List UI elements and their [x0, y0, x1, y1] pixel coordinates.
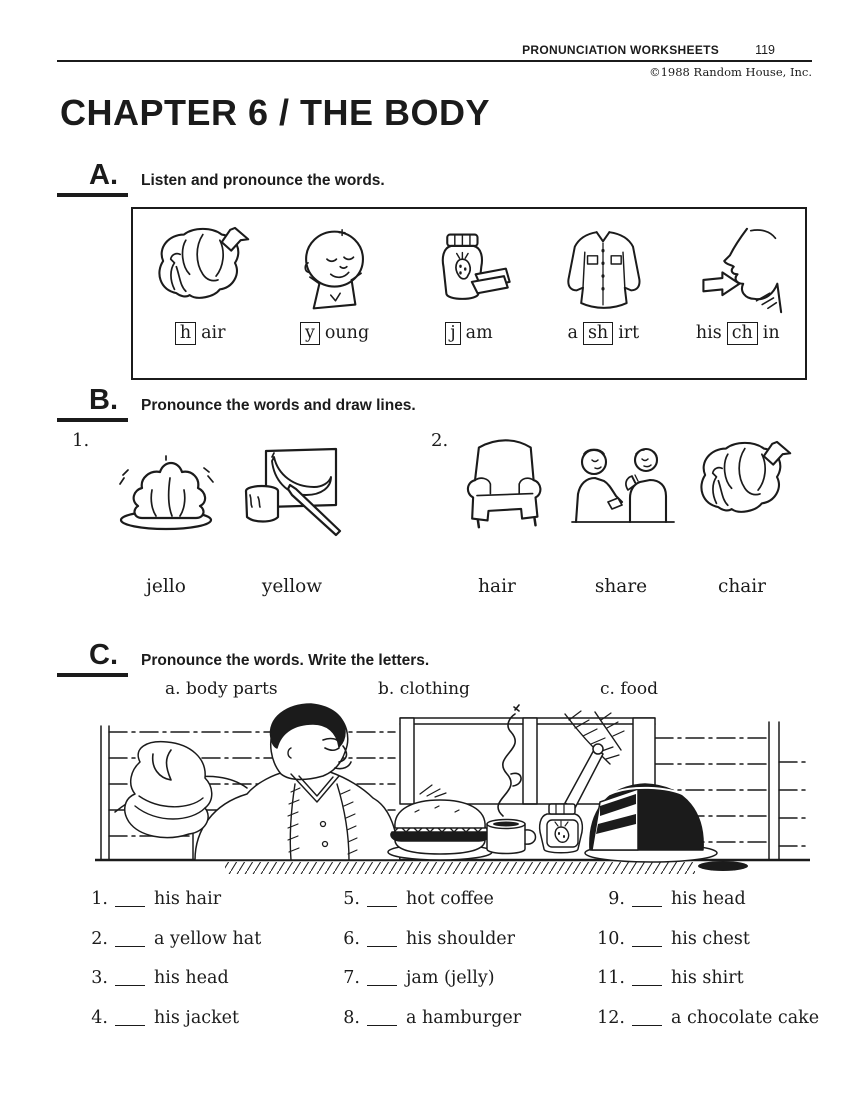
copyright-notice: ©1988 Random House, Inc. [649, 65, 812, 79]
answer-column-3 [583, 889, 819, 1028]
word-post: am [465, 323, 493, 343]
list-item [330, 1008, 521, 1028]
jello-icon[interactable] [108, 448, 224, 536]
item-text: a hamburger [406, 1007, 522, 1028]
jam-jar-icon [417, 221, 521, 315]
section-b-header [57, 386, 416, 422]
item-number: 10. [597, 928, 625, 949]
header-rule [57, 60, 812, 62]
group-1-number: 1. [72, 430, 90, 451]
word-card-shirt [539, 221, 667, 345]
word-post: oung [324, 323, 370, 343]
armchair-icon[interactable] [452, 436, 548, 532]
word-card-hair [136, 221, 264, 345]
list-item [330, 968, 521, 988]
answer-blank[interactable] [632, 969, 662, 986]
word-share[interactable]: share [594, 576, 648, 597]
section-c-letter: C. [57, 641, 128, 677]
list-item [583, 929, 819, 949]
answer-blank[interactable] [115, 890, 145, 907]
boxed-letter: ch [727, 322, 758, 345]
word-hair[interactable]: hair [478, 576, 516, 597]
word-post: irt [618, 323, 640, 343]
chapter-title: CHAPTER 6 / THE BODY [60, 92, 491, 133]
list-item [78, 889, 261, 909]
boxed-letter: y [300, 322, 320, 345]
item-text: his shirt [671, 968, 744, 988]
word-card-young [271, 221, 399, 345]
chin-icon [688, 221, 788, 315]
list-item [78, 1008, 261, 1028]
word-pre: a [567, 323, 578, 343]
answer-blank[interactable] [367, 969, 397, 986]
section-b-letter: B. [57, 386, 128, 422]
list-item [583, 889, 819, 909]
answer-blank[interactable] [367, 930, 397, 947]
category-food: c. food [600, 679, 658, 699]
word-card-jam [405, 221, 533, 345]
category-clothing: b. clothing [378, 679, 470, 699]
scene-illustration [95, 702, 810, 882]
word-post: in [762, 323, 780, 343]
answer-blank[interactable] [367, 890, 397, 907]
item-number: 5. [343, 889, 360, 909]
group-2-number: 2. [431, 430, 449, 451]
word-chair[interactable]: chair [717, 576, 767, 597]
section-a-header [57, 161, 385, 197]
list-item [78, 929, 261, 949]
category-body-parts: a. body parts [165, 679, 278, 699]
word-hair [175, 322, 226, 345]
item-number: 11. [597, 968, 625, 988]
answer-blank[interactable] [115, 1009, 145, 1026]
item-text: a chocolate cake [671, 1007, 820, 1028]
boxed-letter: j [445, 322, 460, 345]
running-head [57, 43, 775, 57]
answer-blank[interactable] [632, 930, 662, 947]
item-text: hot coffee [406, 889, 494, 909]
answer-blank[interactable] [367, 1009, 397, 1026]
section-a-letter: A. [57, 161, 128, 197]
answer-column-1 [78, 889, 261, 1028]
item-text: his head [154, 968, 229, 988]
hair-icon [148, 221, 252, 315]
item-number: 4. [91, 1007, 108, 1028]
word-young [300, 322, 369, 345]
item-number: 3. [91, 968, 108, 988]
word-card-chin [674, 221, 802, 345]
section-c-instruction: Pronounce the words. Write the letters. [141, 652, 430, 669]
word-jello[interactable]: jello [146, 576, 186, 597]
shirt-icon [553, 221, 653, 315]
item-number: 1. [91, 889, 108, 909]
word-pre: his [695, 323, 722, 343]
item-text: his jacket [154, 1007, 240, 1028]
answer-column-2 [330, 889, 521, 1028]
answer-blank[interactable] [115, 969, 145, 986]
list-item [583, 1008, 819, 1028]
list-item [330, 889, 521, 909]
list-item [583, 968, 819, 988]
word-jam [445, 322, 492, 345]
item-number: 2. [91, 928, 108, 949]
item-text: his shoulder [406, 928, 515, 949]
boxed-letter: sh [583, 322, 613, 345]
item-number: 8. [343, 1007, 360, 1028]
yellow-painting-icon[interactable] [232, 443, 348, 543]
item-text: a yellow hat [154, 928, 262, 949]
two-men-sharing-icon[interactable] [562, 444, 682, 528]
item-text: jam (jelly) [406, 968, 495, 988]
boxed-letter: h [175, 322, 196, 345]
baby-icon [285, 221, 385, 315]
list-item [330, 929, 521, 949]
section-b-instruction: Pronounce the words and draw lines. [141, 397, 416, 414]
item-number: 7. [343, 968, 360, 988]
answer-blank[interactable] [632, 1009, 662, 1026]
word-shirt [568, 322, 640, 345]
item-text: his hair [154, 889, 222, 909]
hair-icon-b[interactable] [690, 438, 794, 530]
item-text: his head [671, 889, 746, 909]
word-post: air [201, 323, 226, 343]
section-a-instruction: Listen and pronounce the words. [141, 172, 385, 189]
item-number: 6. [343, 928, 360, 949]
answer-blank[interactable] [632, 890, 662, 907]
word-yellow[interactable]: yellow [261, 576, 323, 597]
item-number: 9. [608, 889, 625, 909]
item-text: his chest [671, 928, 750, 949]
section-a-box [131, 207, 807, 380]
page-number: 119 [755, 43, 775, 57]
section-c-header [57, 641, 429, 677]
answer-blank[interactable] [115, 930, 145, 947]
item-number: 12. [597, 1007, 625, 1028]
list-item [78, 968, 261, 988]
running-title: PRONUNCIATION WORKSHEETS [522, 43, 720, 57]
word-chin [696, 322, 780, 345]
